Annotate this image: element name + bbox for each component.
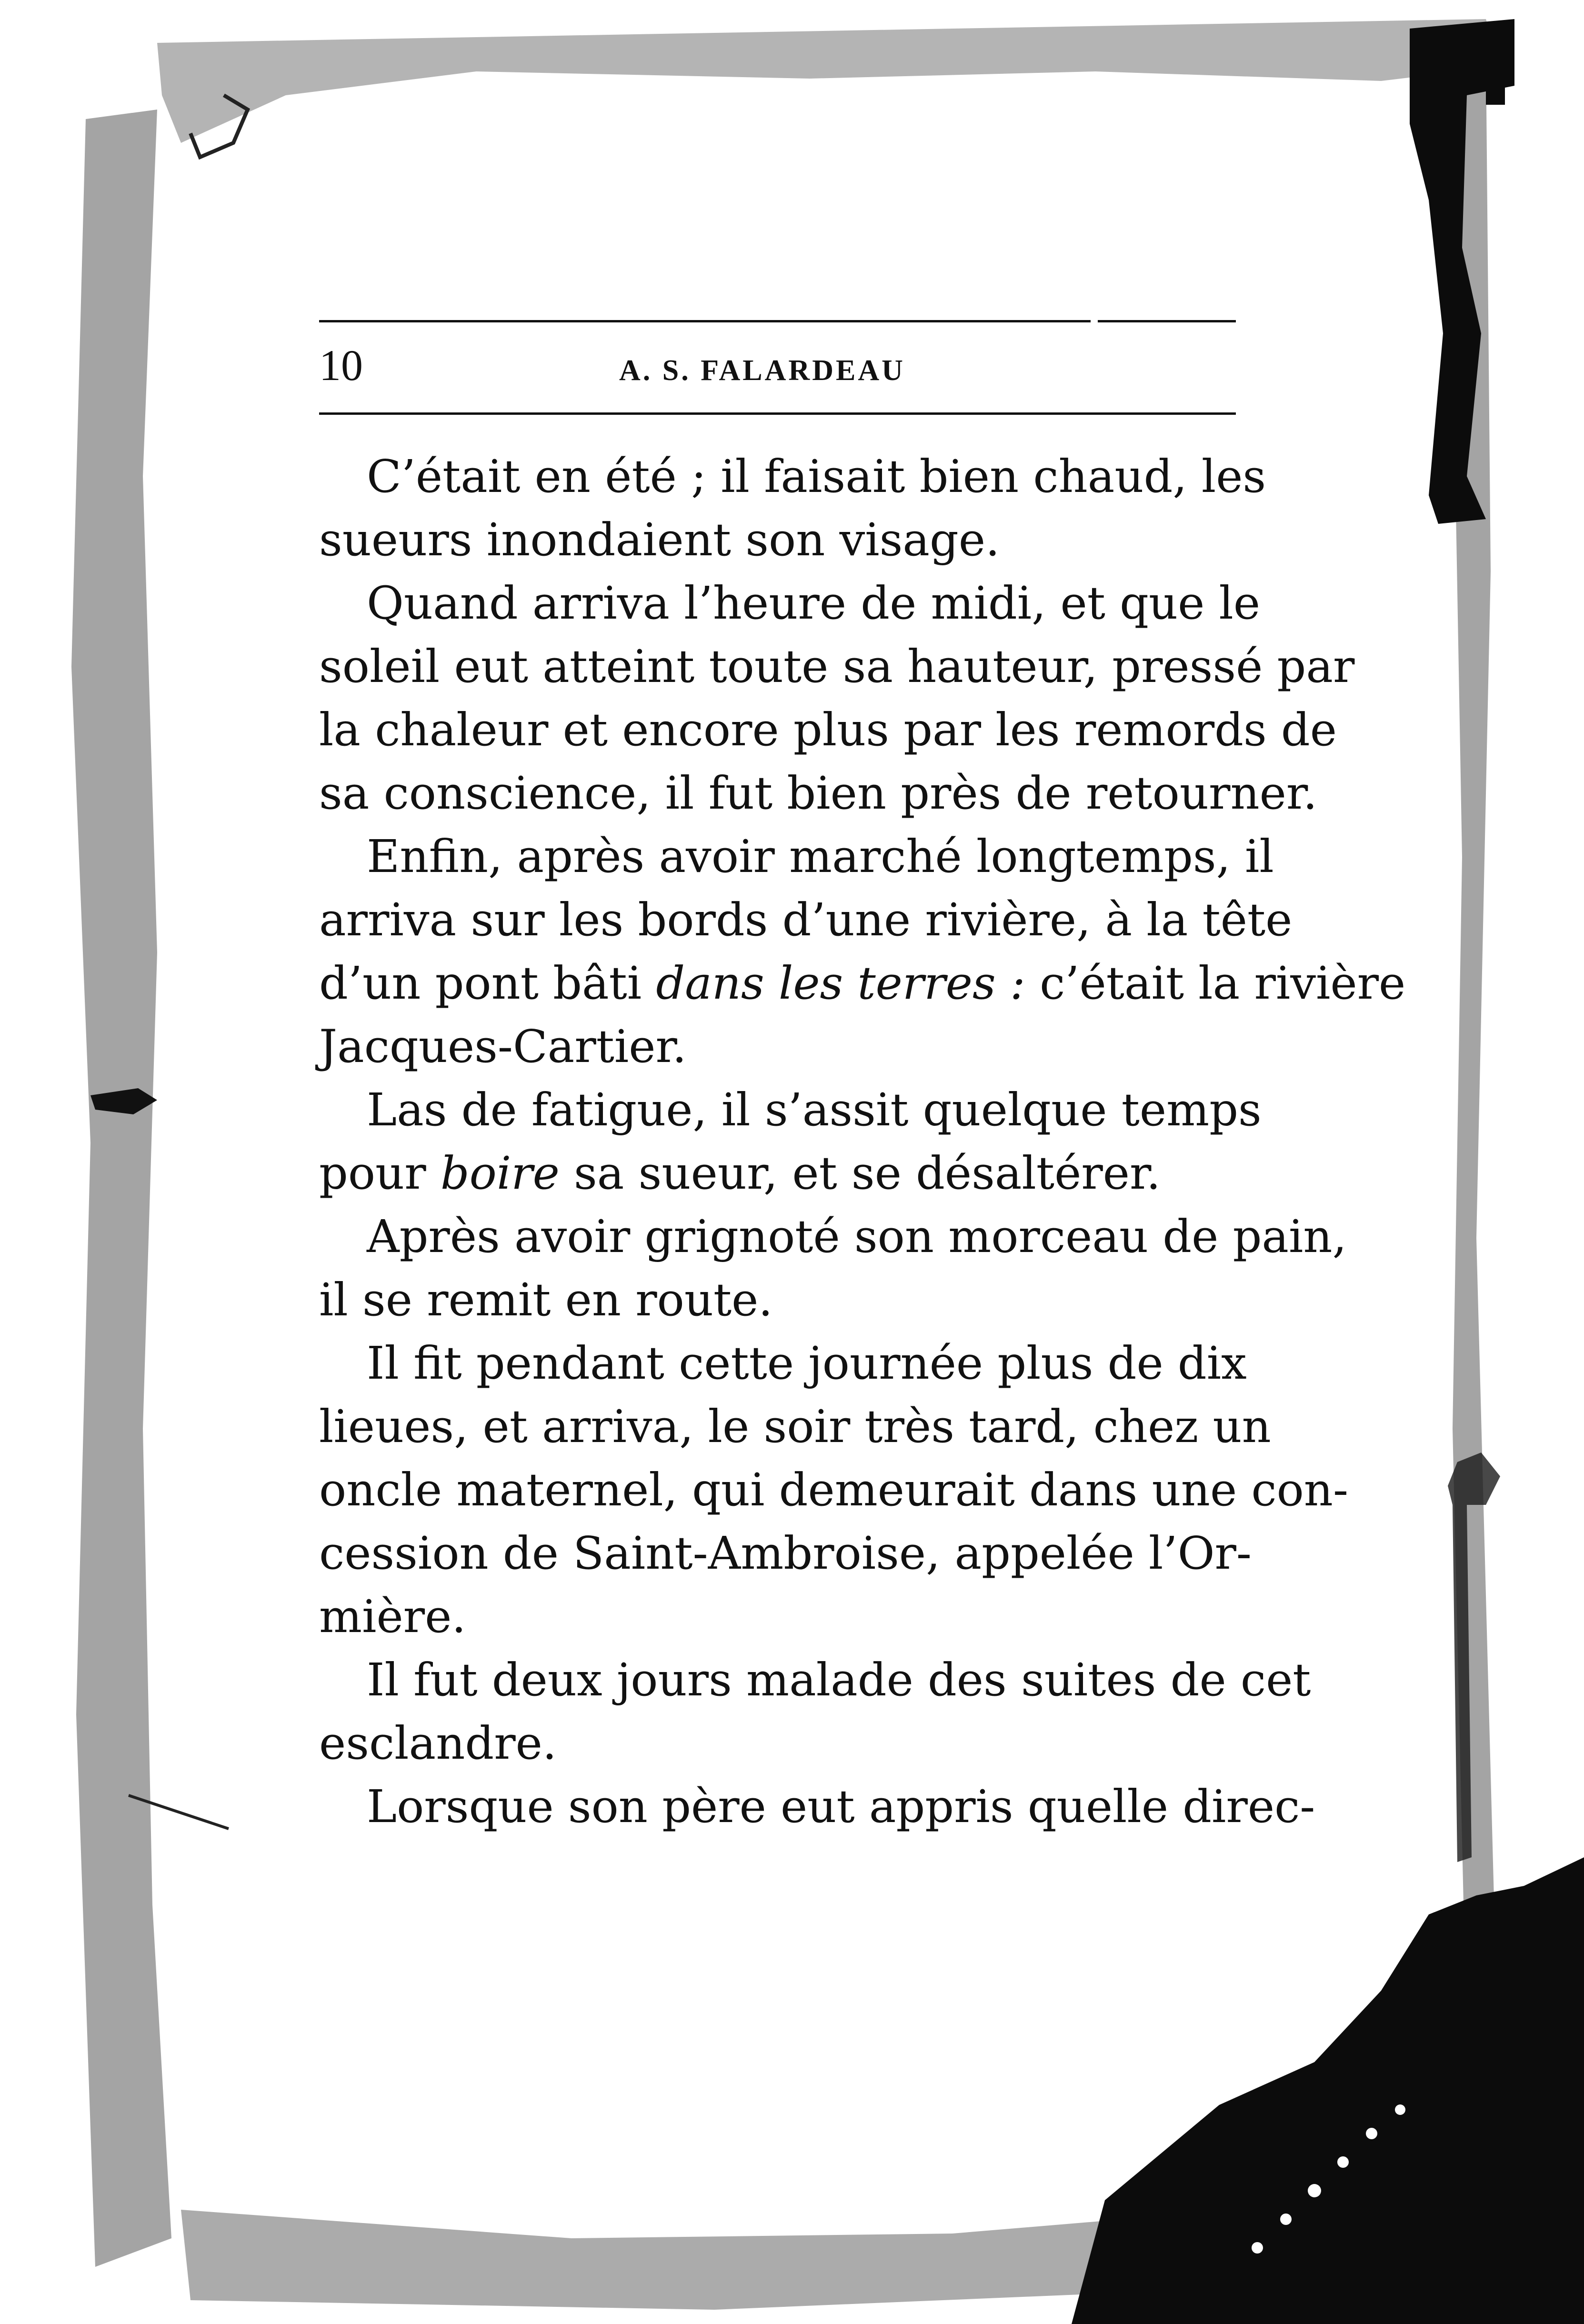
text-line: Enfin, après avoir marché longtemps, il (367, 831, 1274, 883)
text-line: Jacques-Cartier. (319, 1021, 687, 1073)
text-line: la chaleur et encore plus par les remords de (319, 704, 1337, 756)
running-head: A. S. FALARDEAU (619, 354, 905, 387)
text-run: pour (319, 1147, 441, 1200)
text-line: Quand arriva l’heure de midi, et que le (367, 577, 1261, 630)
text-line: il se remit en route. (319, 1274, 773, 1326)
text-line: arriva sur les bords d’une rivière, à la tête (319, 894, 1293, 946)
header-bottom-rule (319, 412, 1236, 415)
text-run: c’était la rivière (1025, 957, 1406, 1010)
text-line: Après avoir grignoté son morceau de pain, (367, 1211, 1347, 1263)
text-line: mière. (319, 1591, 466, 1643)
text-line: esclandre. (319, 1717, 557, 1770)
italic-text-run: dans les terres : (656, 957, 1025, 1010)
body-text (319, 445, 1406, 1839)
page-number: 10 (319, 341, 363, 390)
text-line: soleil eut atteint toute sa hauteur, pressé par (319, 641, 1355, 693)
header-top-rule (319, 320, 1091, 322)
text-line: oncle maternel, qui demeurait dans une con- (319, 1464, 1349, 1516)
text-line: cession de Saint-Ambroise, appelée l’Or- (319, 1527, 1252, 1580)
text-line: lieues, et arriva, le soir très tard, chez un (319, 1401, 1271, 1453)
text-line: Lorsque son père eut appris quelle direc- (367, 1781, 1315, 1833)
text-line (319, 1142, 1236, 1205)
text-run: d’un pont bâti (319, 957, 656, 1010)
text-line: Il fut deux jours malade des suites de cet (367, 1654, 1311, 1706)
text-line: Las de fatigue, il s’assit quelque temps (367, 1084, 1262, 1136)
text-line: sa conscience, il fut bien près de retourner. (319, 767, 1318, 820)
text-line: sueurs inondaient son visage. (319, 514, 1000, 566)
text-line: Il fit pendant cette journée plus de dix (367, 1337, 1247, 1390)
header-top-rule-short (1098, 320, 1236, 322)
text-line (319, 952, 1406, 1015)
text-run: sa sueur, et se désaltérer. (559, 1147, 1161, 1200)
text-line: C’était en été ; il faisait bien chaud, les (367, 451, 1266, 503)
italic-text-run: boire (440, 1147, 560, 1200)
